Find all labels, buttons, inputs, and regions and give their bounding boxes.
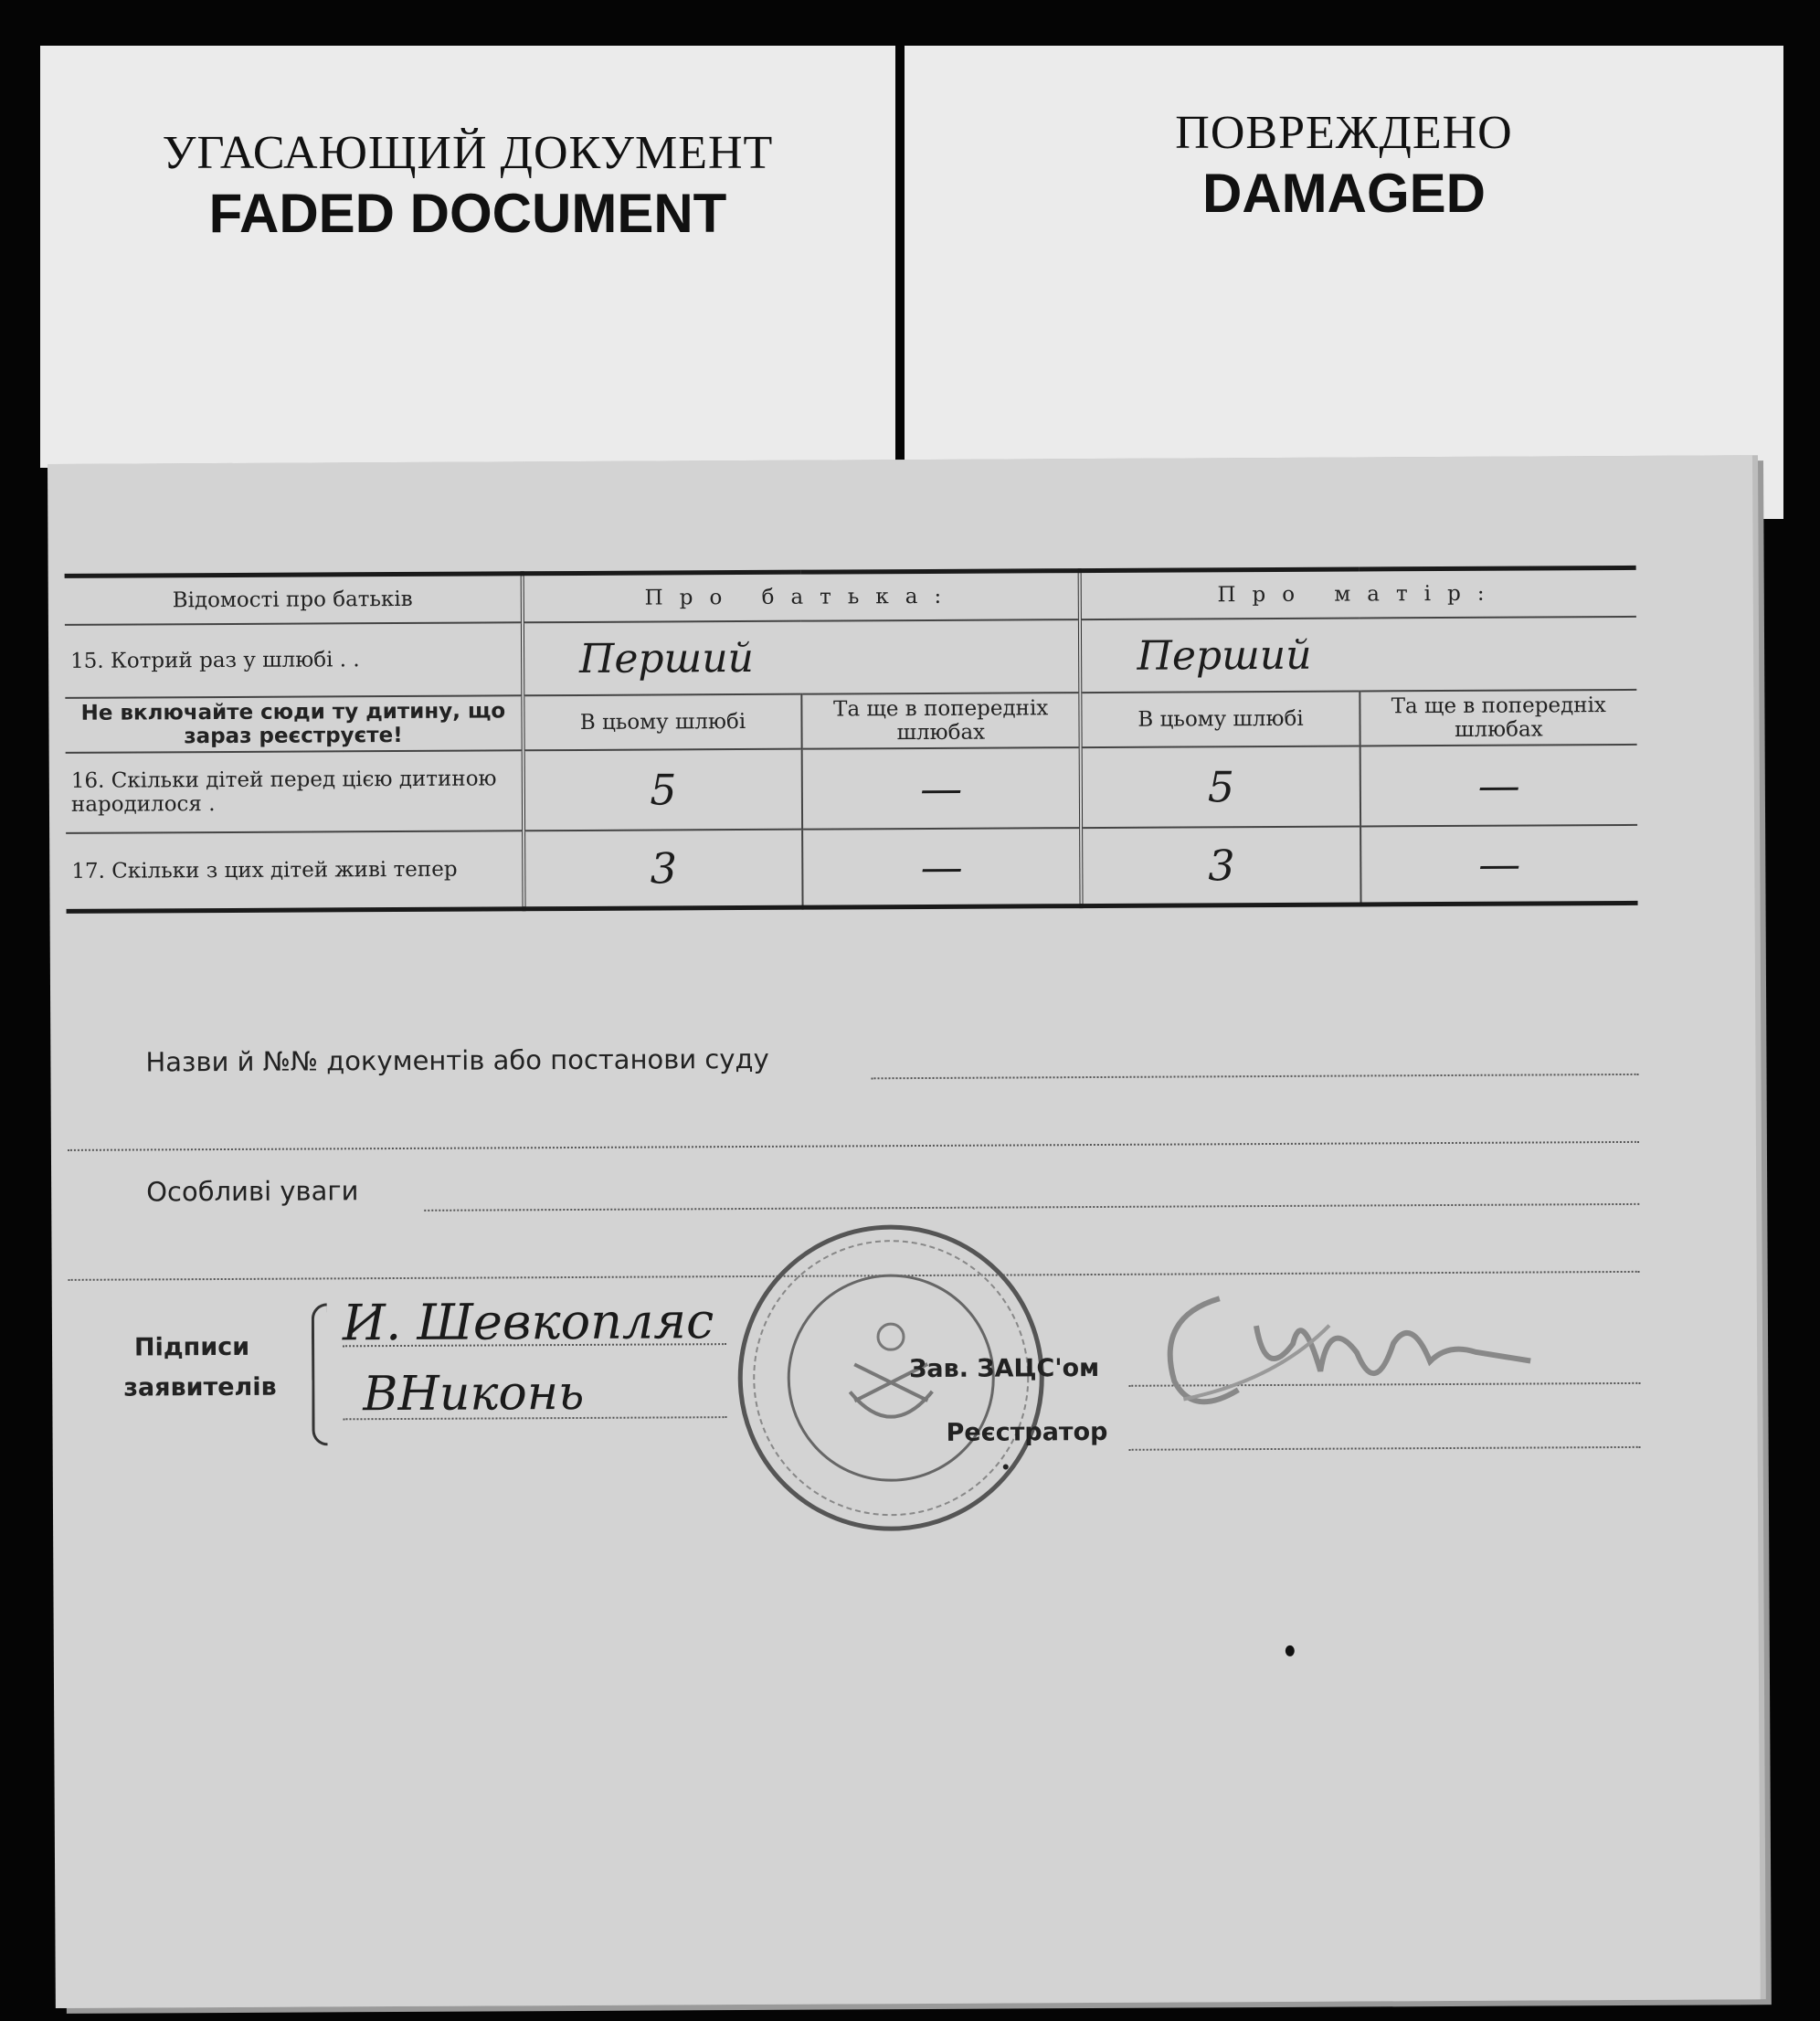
damaged-label-en: DAMAGED [1202, 163, 1486, 224]
documents-field [67, 1039, 1638, 1078]
row17-label: 17. Скільки з цих дітей живі тепер [71, 857, 458, 884]
registrar-label: Реєстратор [946, 1417, 1108, 1447]
row17-value: 3 [1082, 826, 1361, 905]
ink-speck [1003, 1465, 1009, 1470]
header-father: Про батька: [523, 571, 1081, 623]
row15-father-value: Перший [523, 619, 1081, 695]
registrar-signature [1147, 1260, 1550, 1444]
row16-value: — [1360, 745, 1637, 827]
damaged-label [905, 46, 1783, 519]
row17-value: — [1360, 825, 1638, 905]
subheader-this-marriage-father: В цьому шлюбі [523, 694, 802, 751]
dotted-line [68, 1141, 1639, 1151]
documents-label: Назви й №№ документів або постанови суду [145, 1042, 769, 1078]
table-row [66, 745, 1637, 833]
registration-form-page [48, 455, 1761, 2008]
dotted-line [872, 1074, 1639, 1079]
header-mother: Про матір: [1080, 567, 1636, 619]
header-parents-info: Відомості про батьків [172, 587, 413, 613]
table-row [65, 690, 1636, 753]
row17-value: — [802, 828, 1082, 907]
parents-info-table [65, 566, 1638, 914]
notes-label: Особливі уваги [146, 1175, 359, 1208]
note-do-not-include: Не включайте сюди ту дитину, що зараз реєструєте! [80, 699, 506, 749]
subheader-this-marriage-mother: В цьому шлюбі [1081, 691, 1360, 747]
brace [312, 1303, 328, 1445]
table-row [66, 825, 1637, 912]
faded-label-en: FADED DOCUMENT [208, 183, 727, 244]
faded-document-label [40, 46, 895, 468]
row16-label: 16. Скільки дітей перед цією дитиною народилося . [70, 767, 497, 817]
row15-label: 15. Котрий раз у шлюбі . . [70, 648, 360, 673]
applicant-signature: И. Шевкопляс [342, 1292, 714, 1352]
dotted-line [1129, 1446, 1641, 1451]
signatures-title: Підписи заявителів [123, 1332, 277, 1402]
row15-mother-value: Перший [1080, 617, 1636, 693]
applicant-signature: ВНиконь [363, 1365, 585, 1423]
row16-value: 5 [1081, 746, 1360, 828]
ink-speck [1286, 1645, 1295, 1656]
faded-label-ru: УГАСАЮЩИЙ ДОКУМЕНТ [162, 127, 774, 179]
row16-value: 5 [524, 749, 803, 831]
table-row [65, 617, 1636, 698]
damaged-label-ru: ПОВРЕЖДЕНО [1175, 107, 1513, 159]
table-header-row [65, 567, 1636, 625]
notes-field [68, 1169, 1639, 1208]
head-of-registry-label: Зав. ЗАЦС'ом [909, 1353, 1100, 1384]
row16-value: — [802, 747, 1082, 830]
subheader-previous-mother: Та ще в попередніх шлюбах [1360, 690, 1637, 746]
row17-value: 3 [524, 830, 803, 909]
subheader-previous-father: Та ще в попередніх шлюбах [801, 693, 1081, 749]
